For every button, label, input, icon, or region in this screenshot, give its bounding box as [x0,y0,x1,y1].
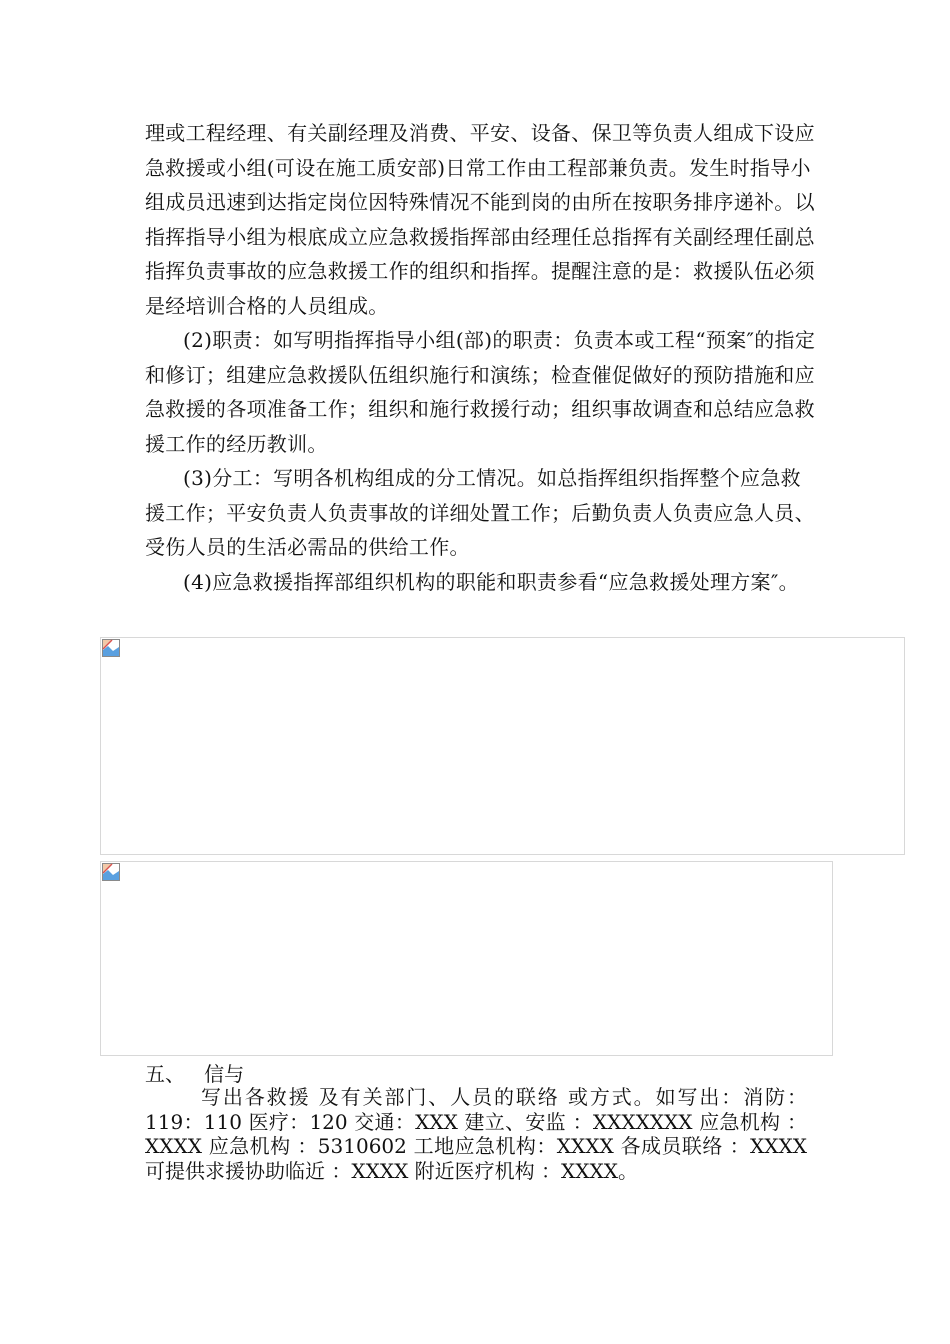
paragraph-division: (3)分工：写明各机构组成的分工情况。如总指挥组织指挥整个应急救援工作；平安负责人负责事故的详细处置工作；后勤负责人负责应急人员、受伤人员的生活必需品的供给工作。 [145,466,815,559]
paragraph-duties: (2)职责：如写明指挥指导小组(部)的职责：负责本或工程“预案″的指定和修订；组建应急救援队伍组织施行和演练；检查催促做好的预防措施和应急救援的各项准备工作；组织和施行救援行动；组织事故调查和总结应急救援工作的经历教训。 [145,328,816,456]
image-placeholder-2 [100,861,833,1056]
contact-paragraph [145,1085,807,1183]
paragraph-organization: 理或工程经理、有关副经理及消费、平安、设备、保卫等负责人组成下设应急救援或小组(可设在施工质安部)日常工作由工程部兼负责。发生时指导小组成员迅速到达指定岗位因特殊情况不能到岗的由所在按职务排序递补。以指挥指导小组为根底成立应急救援指挥部由经理任总指挥有关副经理任副总指挥负责事故的应急救援工作的组织和指挥。提醒注意的是：救援队伍必须是经培训合格的人员组成。 [145,121,815,318]
paragraph-functions: (4)应急救援指挥部组织机构的职能和职责参看“应急救援处理方案″。 [183,569,799,594]
broken-image-icon [102,639,120,657]
broken-image-icon [102,863,120,881]
contact-body: 写出各救援 及有关部门、人员的联络 或方式。如写出：消防：119：110 医疗：120 交通：XXX 建立、安监 ：XXXXXXX 应急机构 ：XXXX 应急机构 ：5310602 工地应急机构：XXXX 各成员联络 ：XXXX 可提供求援协助临近 ：XXXX 附近医疗机构 ：XXXX。 [145,1085,807,1183]
image-placeholder-1 [100,637,905,855]
section-five-heading: 五、 信与 [145,1062,245,1086]
body-text [145,116,817,599]
